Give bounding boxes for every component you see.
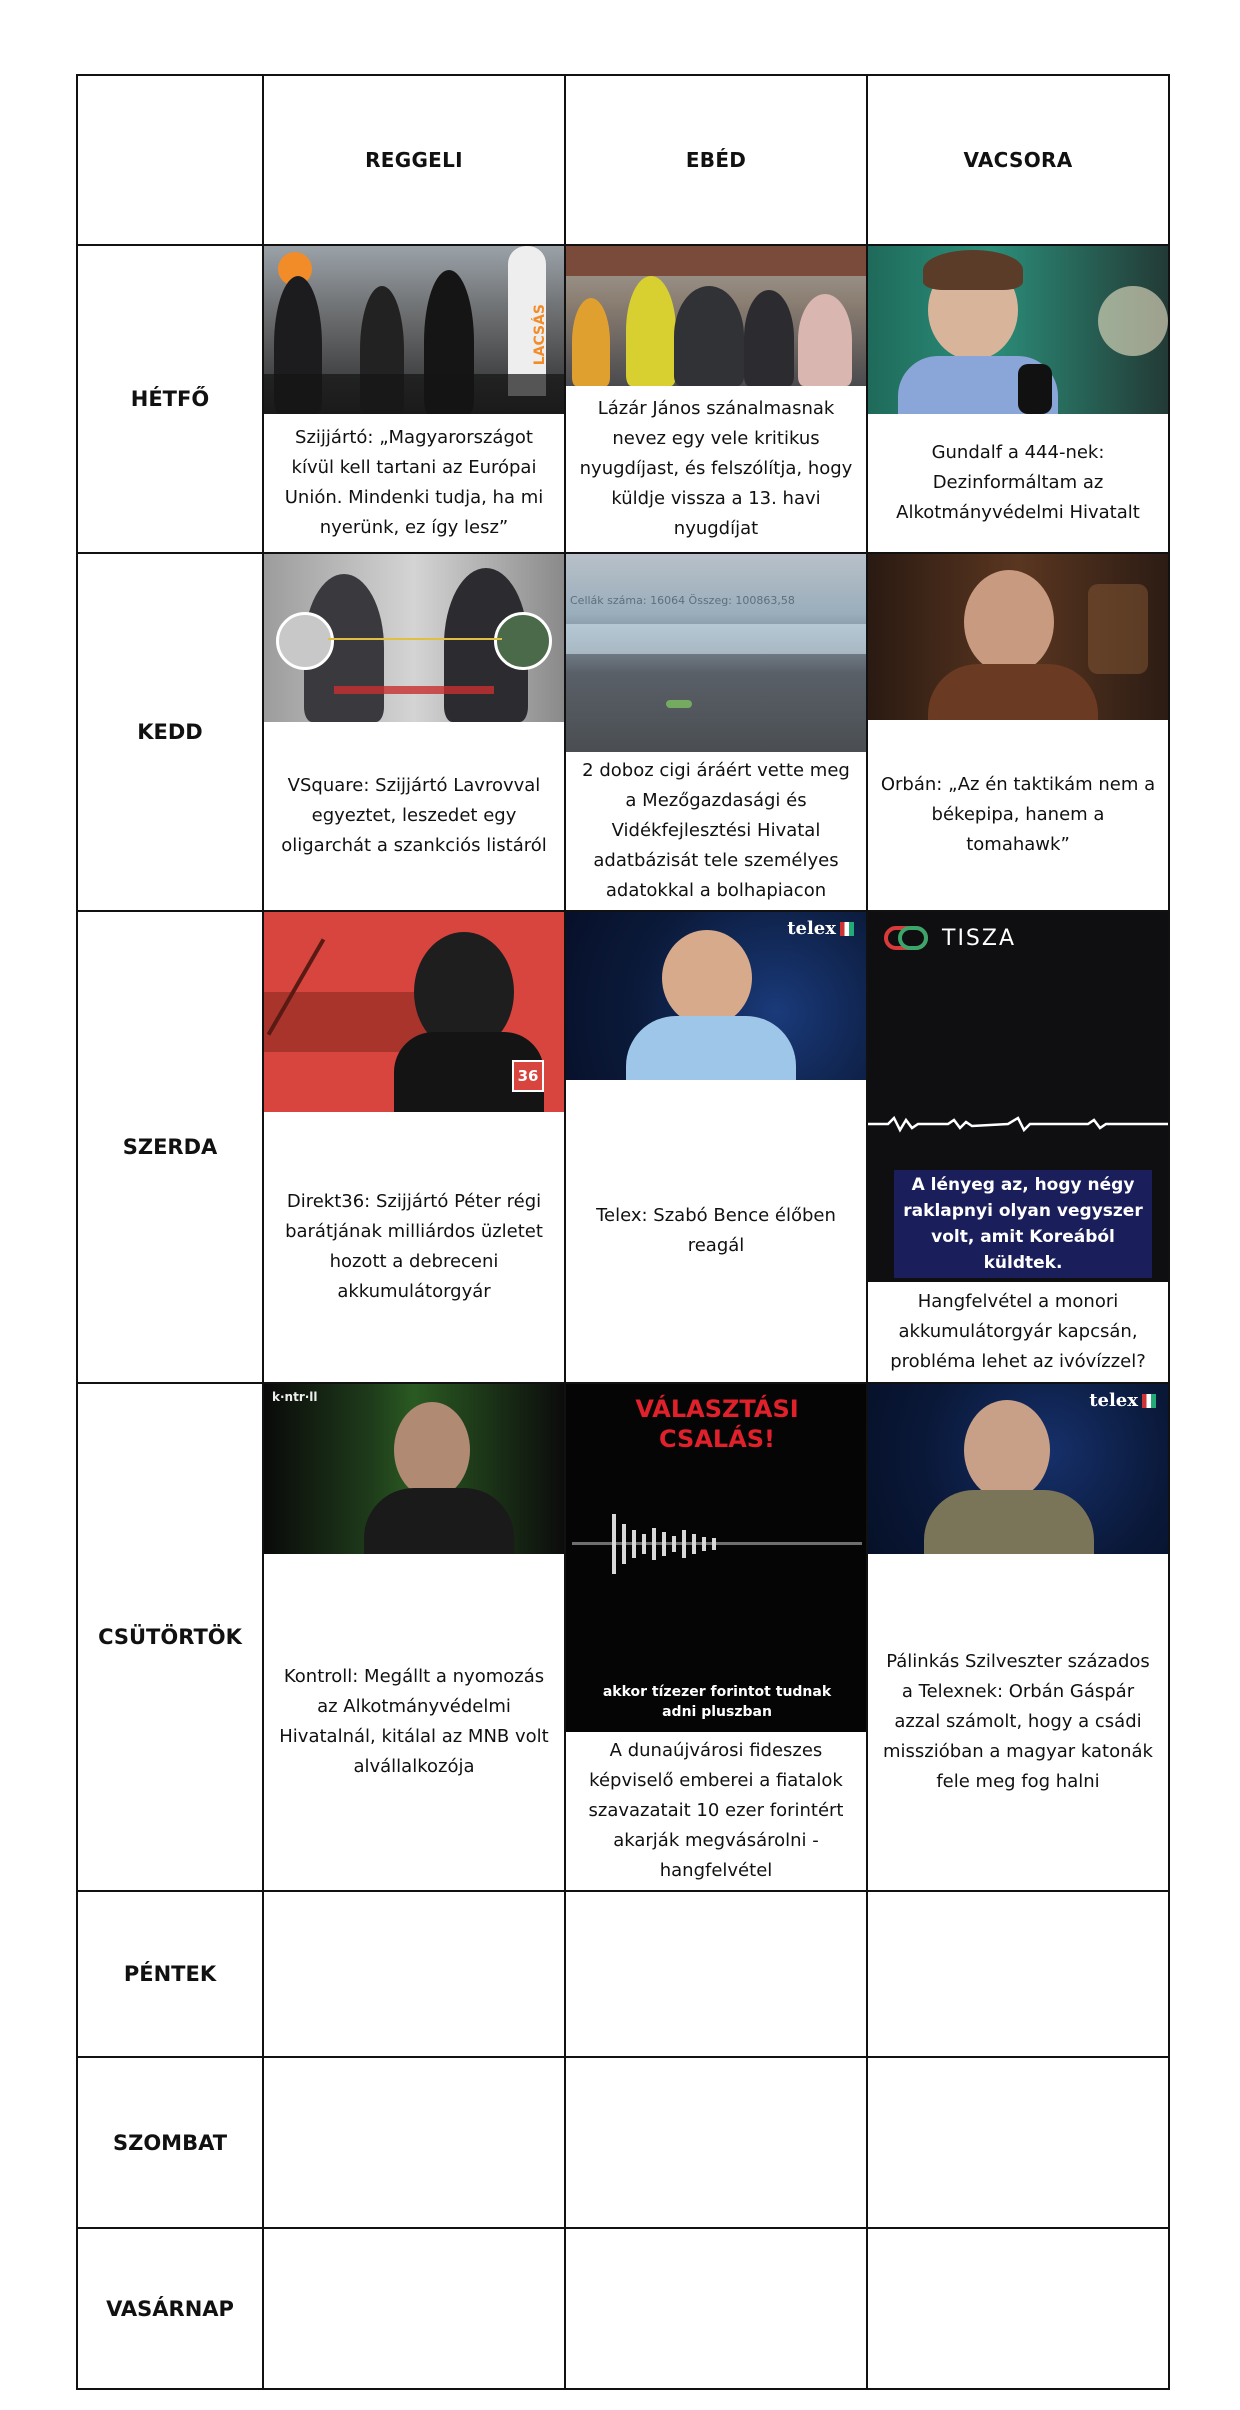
day-label-saturday: SZOMBAT — [112, 2130, 228, 2155]
monday-dinner-cell — [867, 245, 1169, 553]
thursday-lunch-thumbnail[interactable] — [566, 1384, 866, 1732]
tuesday-lunch-thumbnail[interactable] — [566, 554, 866, 752]
wednesday-dinner-cell — [867, 911, 1169, 1383]
row-sunday — [77, 2228, 1169, 2389]
day-label-tuesday: KEDD — [137, 720, 203, 744]
day-cell-thursday — [77, 1383, 263, 1891]
day-cell-saturday — [77, 2057, 263, 2228]
day-label-sunday: VASÁRNAP — [106, 2296, 234, 2321]
header-breakfast — [263, 75, 565, 245]
tuesday-lunch-cell — [565, 553, 867, 911]
row-monday — [77, 245, 1169, 553]
day-cell-wednesday — [77, 911, 263, 1383]
wednesday-breakfast-cell — [263, 911, 565, 1383]
sunday-lunch-cell[interactable] — [565, 2228, 867, 2389]
saturday-lunch-cell[interactable] — [565, 2057, 867, 2228]
wednesday-lunch-thumbnail[interactable] — [566, 912, 866, 1080]
tuesday-lunch-image-text: Cellák száma: 16064 Összeg: 100863,58 — [570, 594, 795, 607]
saturday-dinner-cell[interactable] — [867, 2057, 1169, 2228]
subtitle-text: akkor tízezer forintot tudnak adni pluszban — [602, 1684, 832, 1720]
monday-dinner-thumbnail[interactable] — [868, 246, 1168, 414]
day-label-thursday: CSÜTÖRTÖK — [98, 1625, 242, 1649]
headline-text: VÁLASZTÁSI CSALÁS! — [635, 1395, 799, 1453]
monday-lunch-thumbnail[interactable] — [566, 246, 866, 386]
thursday-dinner-logo: telex — [1089, 1390, 1156, 1411]
corner-cell — [77, 75, 263, 245]
wednesday-dinner-thumbnail[interactable] — [868, 912, 1168, 1282]
weekly-menu-table — [76, 74, 1170, 2390]
friday-breakfast-cell[interactable] — [263, 1891, 565, 2057]
header-dinner-label: VACSORA — [963, 148, 1073, 172]
friday-dinner-cell[interactable] — [867, 1891, 1169, 2057]
row-thursday — [77, 1383, 1169, 1891]
sunday-breakfast-cell[interactable] — [263, 2228, 565, 2389]
day-cell-sunday — [77, 2228, 263, 2389]
sunday-dinner-cell[interactable] — [867, 2228, 1169, 2389]
wednesday-breakfast-thumbnail[interactable] — [264, 912, 564, 1112]
tuesday-breakfast-caption[interactable]: VSquare: Szijjártó Lavrovval egyeztet, leszedet egy oligarchát a szankciós listáról — [281, 775, 547, 856]
monday-breakfast-thumbnail[interactable] — [264, 246, 564, 414]
wednesday-breakfast-caption[interactable]: Direkt36: Szijjártó Péter régi barátjának milliárdos üzletet hozott a debreceni akkumulátorgyár — [285, 1191, 543, 1302]
header-lunch — [565, 75, 867, 245]
header-breakfast-label: REGGELI — [365, 148, 463, 172]
wednesday-lunch-caption[interactable]: Telex: Szabó Bence élőben reagál — [596, 1205, 836, 1256]
thursday-lunch-cell — [565, 1383, 867, 1891]
wednesday-lunch-cell — [565, 911, 867, 1383]
tuesday-dinner-cell — [867, 553, 1169, 911]
quote-box: A lényeg az, hogy négy raklapnyi olyan vegyszer volt, amit Koreából küldtek. — [894, 1170, 1152, 1278]
thursday-breakfast-caption[interactable]: Kontroll: Megállt a nyomozás az Alkotmányvédelmi Hivatalnál, kitálal az MNB volt alvállalkozója — [279, 1666, 549, 1777]
monday-dinner-caption[interactable]: Gundalf a 444-nek: Dezinformáltam az Alkotmányvédelmi Hivatalt — [896, 442, 1140, 523]
saturday-breakfast-cell[interactable] — [263, 2057, 565, 2228]
header-lunch-label: EBÉD — [685, 148, 747, 172]
day-cell-friday — [77, 1891, 263, 2057]
day-label-friday: PÉNTEK — [123, 1962, 217, 1986]
kontroll-logo: k·ntr·ll — [272, 1390, 318, 1404]
monday-breakfast-image-text: LACSÁS — [532, 304, 548, 366]
wednesday-dinner-caption[interactable]: Hangfelvétel a monori akkumulátorgyár kapcsán, probléma lehet az ivóvízzel? — [890, 1291, 1146, 1372]
monday-lunch-cell — [565, 245, 867, 553]
tuesday-dinner-thumbnail[interactable] — [868, 554, 1168, 720]
day-label-monday: HÉTFŐ — [130, 387, 210, 411]
thursday-dinner-caption[interactable]: Pálinkás Szilveszter százados a Telexnek: Orbán Gáspár azzal számolt, hogy a csádi misszióban a magyar katonák fele meg fog halni — [883, 1651, 1153, 1792]
header-row — [77, 75, 1169, 245]
monday-lunch-caption[interactable]: Lázár János szánalmasnak nevez egy vele kritikus nyugdíjast, és felszólítja, hogy küldje vissza a 13. havi nyugdíjat — [579, 398, 853, 539]
day-cell-monday — [77, 245, 263, 553]
wednesday-breakfast-logo: 36 — [512, 1060, 544, 1092]
row-friday — [77, 1891, 1169, 2057]
header-dinner — [867, 75, 1169, 245]
thursday-breakfast-cell — [263, 1383, 565, 1891]
row-wednesday — [77, 911, 1169, 1383]
tuesday-breakfast-cell — [263, 553, 565, 911]
day-label-wednesday: SZERDA — [122, 1135, 218, 1159]
row-tuesday — [77, 553, 1169, 911]
thursday-breakfast-thumbnail[interactable] — [264, 1384, 564, 1554]
tisza-logo-text: TISZA — [942, 926, 1017, 951]
tuesday-breakfast-thumbnail[interactable] — [264, 554, 564, 722]
audio-waveform-dots — [572, 1504, 862, 1584]
day-cell-tuesday — [77, 553, 263, 911]
tuesday-dinner-caption[interactable]: Orbán: „Az én taktikám nem a békepipa, hanem a tomahawk” — [880, 774, 1156, 855]
friday-lunch-cell[interactable] — [565, 1891, 867, 2057]
thursday-dinner-cell — [867, 1383, 1169, 1891]
row-saturday — [77, 2057, 1169, 2228]
audio-waveform — [868, 1112, 1168, 1136]
monday-breakfast-caption[interactable]: Szijjártó: „Magyarországot kívül kell tartani az Európai Unión. Mindenki tudja, ha mi nyerünk, ez így lesz” — [284, 427, 544, 538]
wednesday-lunch-logo: telex — [787, 918, 854, 939]
monday-breakfast-cell — [263, 245, 565, 553]
thursday-dinner-thumbnail[interactable] — [868, 1384, 1168, 1554]
thursday-lunch-caption[interactable]: A dunaújvárosi fideszes képviselő emberei a fiatalok szavazatait 10 ezer forintért akarják megvásárolni - hangfelvétel — [588, 1740, 844, 1881]
tuesday-lunch-caption[interactable]: 2 doboz cigi áráért vette meg a Mezőgazdasági és Vidékfejlesztési Hivatal adatbázisát tele személyes adatokkal a bolhapiacon — [582, 760, 850, 901]
